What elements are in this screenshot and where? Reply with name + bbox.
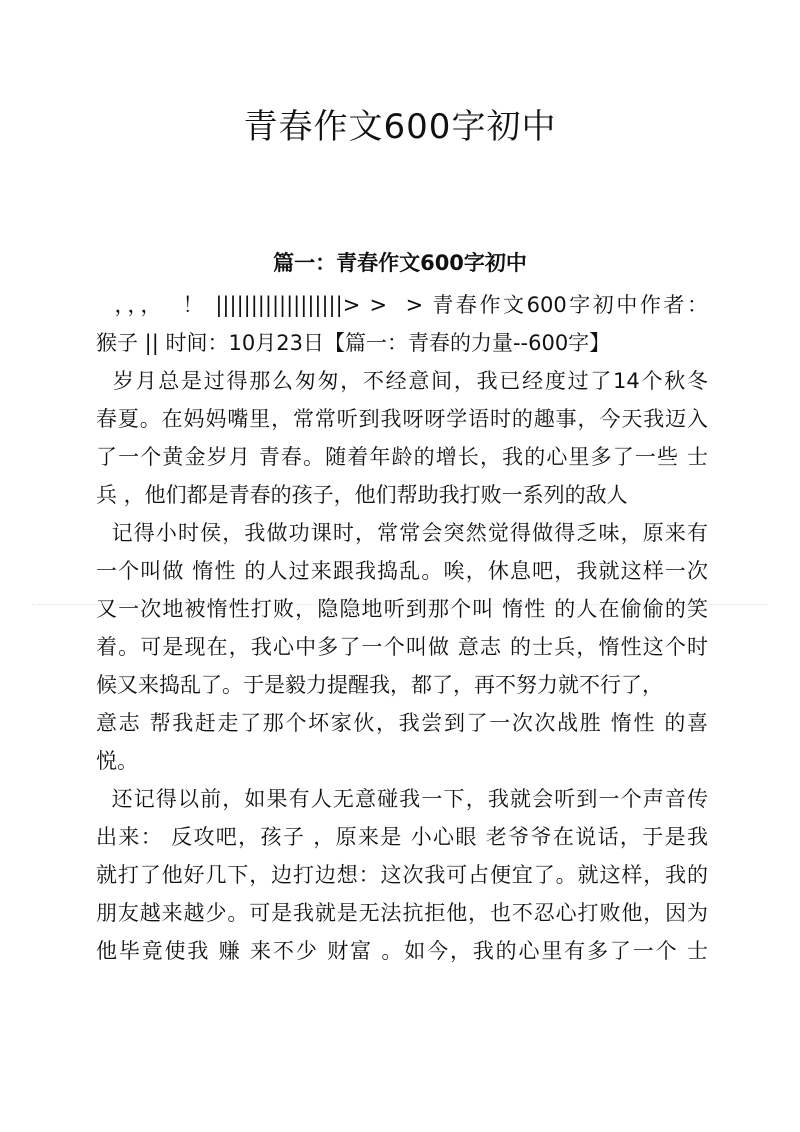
text-line-9: 又一次地被惰性打败，隐隐地听到那个叫 惰性 的人在偷偷的笑 <box>96 597 708 621</box>
text-line-15: 出来： 反攻吧，孩子 ，原来是 小心眼 老爷爷在说话，于是我 <box>96 825 708 849</box>
text-line-18: 他毕竟使我 赚 来不少 财富 。如今，我的心里有多了一个 士 <box>96 939 708 963</box>
body-text <box>96 286 708 970</box>
text-line-13: 悦。 <box>96 749 138 773</box>
text-line-12: 意志 帮我赶走了那个坏家伙，我尝到了一次次战胜 惰性 的喜 <box>96 711 708 735</box>
text-line-4: 春夏。在妈妈嘴里，常常听到我呀呀学语时的趣事，今天我迈入 <box>96 407 708 431</box>
text-line-16: 就打了他好几下，边打边想：这次我可占便宜了。就这样，我的 <box>96 863 708 887</box>
text-line-6: 兵 ，他们都是青春的孩子，他们帮助我打败一系列的敌人 <box>96 483 628 507</box>
text-line-10: 着。可是现在，我心中多了一个叫做 意志 的士兵，惰性这个时 <box>96 635 708 659</box>
text-line-8: 一个叫做 惰性 的人过来跟我捣乱。唉，休息吧，我就这样一次 <box>96 559 708 583</box>
text-line-3: 岁月总是过得那么匆匆，不经意间，我已经度过了14个秋冬 <box>96 369 708 393</box>
section-heading: 篇一：青春作文600字初中 <box>273 251 527 275</box>
document-title: 青春作文600字初中 <box>243 107 557 147</box>
text-line-5: 了一个黄金岁月 青春。随着年龄的增长，我的心里多了一些 士 <box>96 445 708 469</box>
text-line-1: ，，， ！ ||||||||||||||||||> > > 青春作文600字初中作者： <box>96 293 708 317</box>
text-line-7: 记得小时侯，我做功课时，常常会突然觉得做得乏味，原来有 <box>96 521 708 545</box>
text-line-17: 朋友越来越少。可是我就是无法抗拒他，也不忍心打败他，因为 <box>96 901 708 925</box>
text-line-2: 猴子 || 时间：10月23日【篇一：青春的力量--600字】 <box>96 331 611 355</box>
text-line-11: 候又来捣乱了。于是毅力提醒我，都了，再不努力就不行了， <box>96 673 663 697</box>
text-line-14: 还记得以前，如果有人无意碰我一下，我就会听到一个声音传 <box>96 787 708 811</box>
